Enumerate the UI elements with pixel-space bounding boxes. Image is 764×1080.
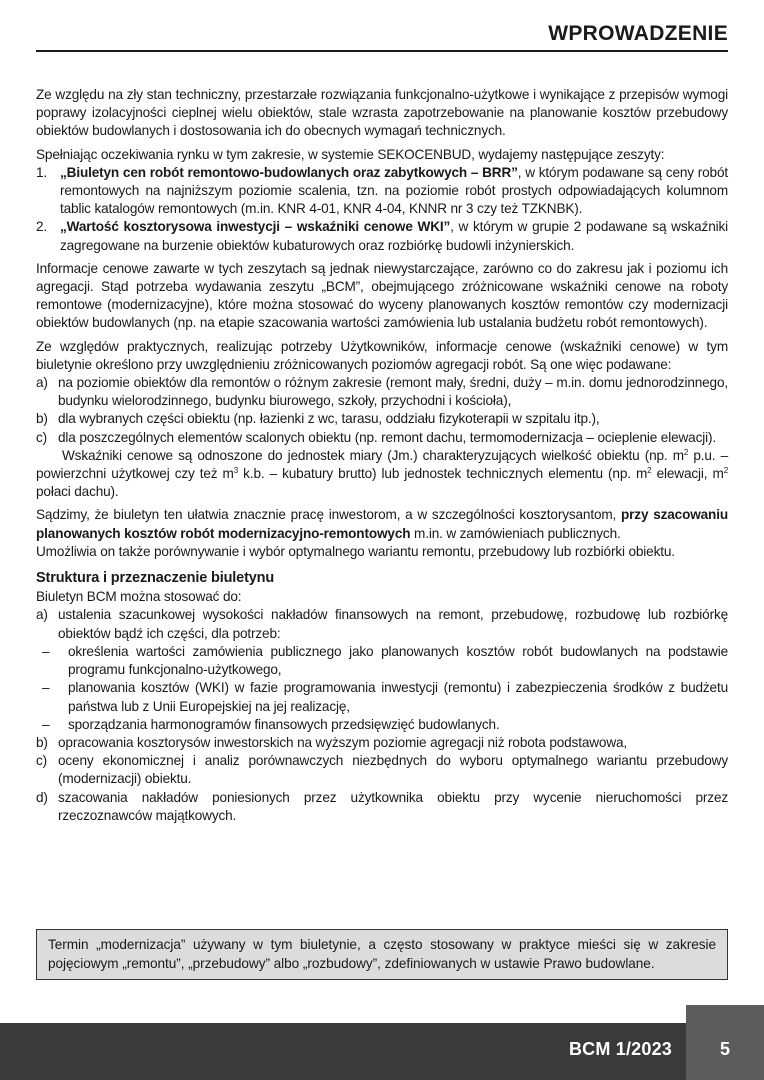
list-number: 2. — [36, 219, 48, 235]
list-item — [36, 218, 728, 254]
bold-text: przy szacowaniu planowanych kosztów robót modernizacyjno-remontowych — [36, 507, 728, 541]
text-segment: Sądzimy, że biuletyn ten ułatwia znacznie pracę inwestorom, a w szczególności kosztorysantom, — [36, 507, 621, 523]
list-text: na poziomie obiektów dla remontów o różnym zakresie (remont mały, średni, duży – m.in. domu jednorodzinnego, budynku wielorodzinnego, budynku biurowego, szkoły, przychodni i kościoła), — [58, 375, 728, 409]
publication-title: „Biuletyn cen robót remontowo-budowlanych oraz zabytkowych – BRR” — [60, 164, 518, 180]
text-segment: połaci dachu). — [36, 484, 119, 500]
intro-paragraph-1: Ze względu na zły stan techniczny, przestarzałe rozwiązania funkcjonalno-użytkowe i wynikające z przepisów wymogi poprawy izolacyjności cieplnej wielu obiektów, stale wzrasta zapotrzebowanie na planowanie kosztów przebudowy obiektów budowlanych i dostosowania ich do obecnych wymagań technicznych. — [36, 87, 728, 139]
text-segment: m.in. w zamówieniach publicznych. — [410, 525, 621, 541]
list-text: oceny ekonomicznej i analiz porównawczych niezbędnych do wyboru optymalnego wariantu przebudowy (modernizacji) obiektu. — [58, 753, 728, 787]
list-item — [36, 752, 728, 788]
benefit-paragraph — [36, 506, 728, 542]
dash-bullet: – — [42, 643, 50, 659]
units-paragraph — [36, 447, 728, 502]
page-title: WPROWADZENIE — [548, 22, 728, 45]
list-item — [36, 734, 728, 752]
list-text — [60, 218, 728, 254]
note-box: Termin „modernizacja” używany w tym biuletynie, a często stosowany w praktyce mieści się w zakresie pojęciowym „remontu”, „przebudowy” albo „rozbudowy”, zdefiniowanych w ustawie Prawo budowlane. — [36, 929, 728, 980]
intro-paragraph-2: Spełniając oczekiwania rynku w tym zakresie, w systemie SEKOCENBUD, wydajemy następujące zeszyty: — [36, 146, 665, 162]
list-letter: c) — [36, 753, 48, 769]
list-letter: c) — [36, 429, 48, 445]
dash-list-item — [42, 679, 728, 715]
list-text: ustalenia szacunkowej wysokości nakładów finansowych na remont, przebudowę, rozbudowę lub rozbiórkę obiektów bądź ich części, dla potrzeb: — [58, 607, 728, 641]
list-text: określenia wartości zamówienia publicznego jako planowanych kosztów robót budowlanych na podstawie programu funkcjonalno-użytkowego, — [68, 643, 728, 678]
list-text — [60, 164, 728, 219]
list-text: sporządzania harmonogramów finansowych przedsięwzięć budowlanych. — [68, 716, 500, 732]
list-number: 1. — [36, 164, 48, 180]
text-segment: k.b. – kubatury brutto) lub jednostek technicznych elementu (np. m — [238, 466, 648, 482]
dash-list-item — [42, 643, 728, 679]
list-letter: a) — [36, 375, 48, 391]
list-text: planowania kosztów (WKI) w fazie programowania inwestycji (remontu) i zabezpieczenia środków z budżetu państwa lub z Unii Europejskiej na jej realizację, — [68, 680, 728, 714]
issue-label: BCM 1/2023 — [568, 1039, 672, 1059]
intro-paragraph-4: Ze względów praktycznych, realizując potrzeby Użytkowników, informacje cenowe (wskaźniki cenowe) w tym biuletynie określono przy uwzględnieniu zróżnicowanych poziomów agregacji robót. Są one więc podawane: — [36, 338, 728, 372]
list-item — [36, 374, 728, 410]
superscript: 2 — [647, 466, 652, 476]
list-text: opracowania kosztorysów inwestorskich na wyższym poziomie agregacji niż robota podstawowa, — [58, 734, 628, 750]
list-text: dla poszczególnych elementów scalonych obiektu (np. remont dachu, termomodernizacja – ocieplenie elewacji). — [58, 429, 716, 445]
dash-bullet: – — [42, 680, 50, 696]
text-segment: elewacji, m — [651, 466, 724, 482]
list-text: szacowania nakładów poniesionych przez użytkownika obiektu przy wycenie nieruchomości przez rzeczoznawców majątkowych. — [58, 789, 728, 823]
text-segment: p.u. – powierzchni użytkowej czy też m — [36, 447, 728, 482]
list-text-rest: , w którym w grupie 2 podawane są wskaźniki zagregowane na burzenie obiektów kubaturowych oraz rozbiórkę budowli inżynierskich. — [60, 219, 728, 253]
superscript: 3 — [233, 466, 239, 476]
comparison-paragraph: Umożliwia on także porównywanie i wybór optymalnego wariantu remontu, przebudowy lub rozbiórki obiektu. — [36, 543, 675, 559]
section-lead: Biuletyn BCM można stosować do: — [36, 589, 242, 605]
page-number: 5 — [719, 1039, 730, 1059]
list-text: dla wybranych części obiektu (np. łazienki z wc, tarasu, oddziału fizykoterapii w szpitalu itp.), — [58, 411, 600, 427]
section-heading: Struktura i przeznaczenie biuletynu — [36, 570, 275, 587]
list-item — [36, 789, 728, 825]
list-item — [36, 410, 728, 428]
list-item — [36, 429, 728, 447]
list-letter: b) — [36, 411, 48, 427]
main-content — [36, 86, 728, 825]
list-item — [36, 606, 728, 642]
list-item — [36, 164, 728, 219]
list-text-rest: , w którym podawane są ceny robót remontowych na najniższym poziomie scalenia, tzn. na poziomie robót prostych odpowiadających kolumnom tablic katalogów remontowych (m.in. KNR 4-01, KNR 4-04, KNNR nr 3 czy też TZKNBK). — [60, 164, 728, 217]
superscript: 2 — [683, 447, 689, 457]
superscript: 2 — [723, 466, 728, 476]
list-letter: a) — [36, 607, 48, 623]
publication-title: „Wartość kosztorysowa inwestycji – wskaźniki cenowe WKI” — [60, 219, 451, 235]
dash-bullet: – — [42, 716, 50, 732]
text-segment: Wskaźniki cenowe są odnoszone do jednostek miary (Jm.) charakteryzujących wielkość obiektu (np. m — [62, 447, 684, 463]
list-letter: b) — [36, 734, 48, 750]
list-letter: d) — [36, 789, 48, 805]
intro-paragraph-3: Informacje cenowe zawarte w tych zeszytach są jednak niewystarczające, zarówno co do zakresu jak i poziomu ich agregacji. Stąd potrzeba wydawania zeszytu „BCM”, obejmującego zróżnicowane wskaźniki cenowe na roboty remontowe (modernizacyjne), które można stosować do wyceny planowanych kosztów remontów czy modernizacji obiektów budowlanych (np. na etapie szacowania wartości zamówienia lub ustalania budżetu robót remontowych). — [36, 260, 728, 331]
dash-list-item — [42, 716, 728, 734]
page-header — [36, 18, 728, 52]
